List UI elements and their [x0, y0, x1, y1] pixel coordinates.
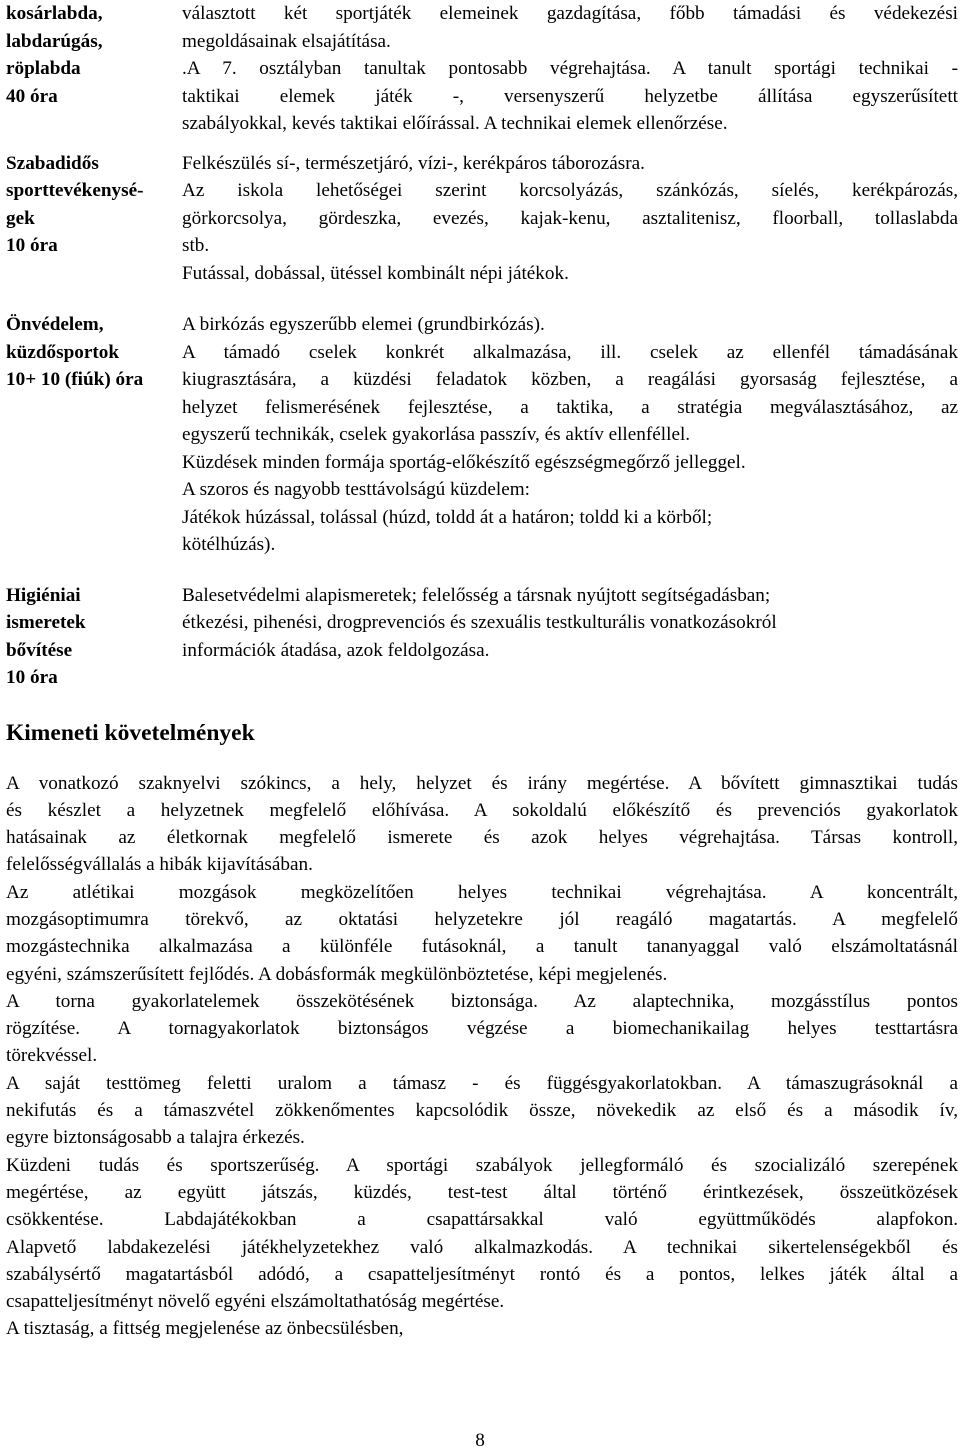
section-label	[6, 150, 182, 260]
section-label-line: Önvédelem,	[6, 314, 104, 335]
paragraph-line: hatásainak az életkornak megfelelő ismerete és azok helyes végrehajtása. Társas kontroll,	[6, 827, 958, 849]
section-label-line: röplabda	[6, 58, 81, 79]
section-label-line: Szabadidős	[6, 152, 99, 174]
section-text-line: egyszerű technikák, cselek gyakorlása passzív, és aktív ellenféllel.	[182, 424, 691, 445]
section-text-line: Balesetvédelmi alapismeretek; felelősség a társnak nyújtott segítségadásban;	[182, 584, 771, 606]
paragraph-line: törekvéssel.	[6, 1045, 98, 1067]
curriculum-section	[6, 150, 958, 288]
section-text-line: helyzet felismerésének fejlesztése, a taktika, a stratégia megválasztásához, az	[182, 396, 958, 418]
paragraph-line: egyre biztonságosabb a talajra érkezés.	[6, 1127, 305, 1149]
section-text-line: A szoros és nagyobb testtávolságú küzdelem:	[182, 479, 530, 500]
output-requirements-heading: Kimeneti követelmények	[6, 719, 255, 746]
section-label	[6, 311, 182, 394]
curriculum-section	[6, 0, 958, 138]
section-label	[6, 0, 182, 110]
section-text-line: Futással, dobással, ütéssel kombinált népi játékok.	[182, 262, 569, 284]
paragraph-line: Küzdeni tudás és sportszerűség. A sportági szabályok jellegformáló és szocializáló szerepének	[6, 1154, 958, 1176]
paragraph-line: Alapvető labdakezelési játékhelyzetekhez való alkalmazkodás. A technikai sikertelenségekből és	[6, 1236, 958, 1258]
paragraph-line: csökkentése. Labdajátékokban a csapattársakkal való együttműködés alapfokon.	[6, 1209, 958, 1231]
section-text-line: A birkózás egyszerűbb elemei (grundbirkózás).	[182, 314, 545, 335]
paragraph-line: egyéni, számszerűsített fejlődés. A dobásformák megkülönböztetése, képi megjelenés.	[6, 963, 668, 985]
paragraph-line: rögzítése. A tornagyakorlatok biztonságos végzése a biomechanikailag helyes testtartásra	[6, 1018, 958, 1040]
section-label-line: labdarúgás,	[6, 30, 103, 52]
paragraph-line: mozgástechnika alkalmazása a különféle futásoknál, a tanult tananyaggal való elszámoltatásnál	[6, 936, 958, 958]
paragraph-line: A vonatkozó szaknyelvi szókincs, a hely, helyzet és irány megértése. A bővített gimnasztikai tudás	[6, 772, 958, 794]
section-text-line: étkezési, pihenési, drogprevenciós és szexuális testkulturális vonatkozásokról	[182, 612, 777, 633]
section-text-line: megoldásainak elsajátítása.	[182, 30, 391, 52]
paragraph-line: mozgásoptimumra törekvő, az oktatási helyzetekre jól reagáló magatartás. A megfelelő	[6, 908, 958, 930]
section-text-line: A támadó cselek konkrét alkalmazása, ill. cselek az ellenfél támadásának	[182, 341, 958, 363]
section-text-line: szabályokkal, kevés taktikai előírással. A technikai elemek ellenőrzése.	[182, 113, 728, 134]
section-text-line: választott két sportjáték elemeinek gazdagítása, főbb támadási és védekezési	[182, 3, 958, 24]
section-text-line: stb.	[182, 235, 210, 256]
section-label-line: 10 óra	[6, 235, 58, 256]
section-label-line: ismeretek	[6, 612, 86, 633]
section-text-line: információk átadása, azok feldolgozása.	[182, 639, 490, 661]
curriculum-section	[6, 582, 958, 692]
section-label-line: gek	[6, 207, 35, 229]
document-page	[6, 0, 958, 1343]
paragraph-line: szabálysértő magatartásból adódó, a csapatteljesítményt rontó és a pontos, lelkes játék által a	[6, 1263, 958, 1285]
section-text-line: Felkészülés sí-, természetjáró, vízi-, kerékpáros táborozásra.	[182, 152, 645, 174]
section-label-line: küzdősportok	[6, 341, 120, 363]
paragraph-line: A saját testtömeg feletti uralom a támasz - és függésgyakorlatokban. A támaszugrásoknál a	[6, 1072, 958, 1094]
section-text-line: görkorcsolya, gördeszka, evezés, kajak-kenu, asztalitenisz, floorball, tollaslabda	[182, 207, 958, 229]
section-text-line: Az iskola lehetőségei szerint korcsolyázás, szánkózás, síelés, kerékpározás,	[182, 180, 958, 201]
curriculum-section	[6, 311, 958, 559]
section-text-line: Játékok húzással, tolással (húzd, toldd át a határon; toldd ki a körből;	[182, 506, 713, 528]
paragraph-line: megértése, az együtt játszás, küzdés, test-test által történő érintkezések, összeütközések	[6, 1181, 958, 1203]
section-label-line: 40 óra	[6, 85, 58, 107]
section-label-line: kosárlabda,	[6, 3, 103, 24]
output-requirements-text	[6, 770, 958, 1343]
section-label-line: 10 óra	[6, 667, 58, 688]
section-content	[182, 311, 958, 559]
paragraph-line: A torna gyakorlatelemek összekötésének biztonsága. Az alaptechnika, mozgásstílus pontos	[6, 990, 958, 1012]
section-label-line: sporttevékenysé-	[6, 180, 144, 201]
section-label-line: 10+ 10 (fiúk) óra	[6, 369, 144, 390]
section-text-line: .A 7. osztályban tanultak pontosabb végrehajtása. A tanult sportági technikai -	[182, 58, 958, 79]
section-text-line: Küzdések minden formája sportág-előkészítő egészségmegőrző jelleggel.	[182, 451, 746, 473]
paragraph-line: Az atlétikai mozgások megközelítően helyes technikai végrehajtása. A koncentrált,	[6, 881, 958, 903]
page-number: 8	[475, 1430, 485, 1451]
section-content	[182, 150, 958, 288]
section-content	[182, 0, 958, 138]
section-label-line: Higiéniai	[6, 584, 81, 606]
section-content	[182, 582, 958, 665]
section-label-line: bővítése	[6, 639, 73, 661]
paragraph-line: A tisztaság, a fittség megjelenése az önbecsülésben,	[6, 1318, 404, 1340]
paragraph-line: és készlet a helyzetnek megfelelő előhívása. A sokoldalú előkészítő és prevenciós gyakorlatok	[6, 799, 958, 821]
section-text-line: kiugrasztására, a küzdési feladatok közben, a reagálási gyorsaság fejlesztése, a	[182, 369, 958, 390]
section-text-line: kötélhúzás).	[182, 534, 276, 555]
section-text-line: taktikai elemek játék -, versenyszerű helyzetbe állítása egyszerűsített	[182, 85, 958, 107]
paragraph-line: nekifutás és a támaszvétel zökkenőmentes kapcsolódik össze, növekedik az első és a második ív,	[6, 1100, 958, 1122]
paragraph-line: csapatteljesítményt növelő egyéni elszámoltathatóság megértése.	[6, 1291, 505, 1313]
section-label	[6, 582, 182, 692]
paragraph-line: felelősségvállalás a hibák kijavításában.	[6, 854, 313, 876]
